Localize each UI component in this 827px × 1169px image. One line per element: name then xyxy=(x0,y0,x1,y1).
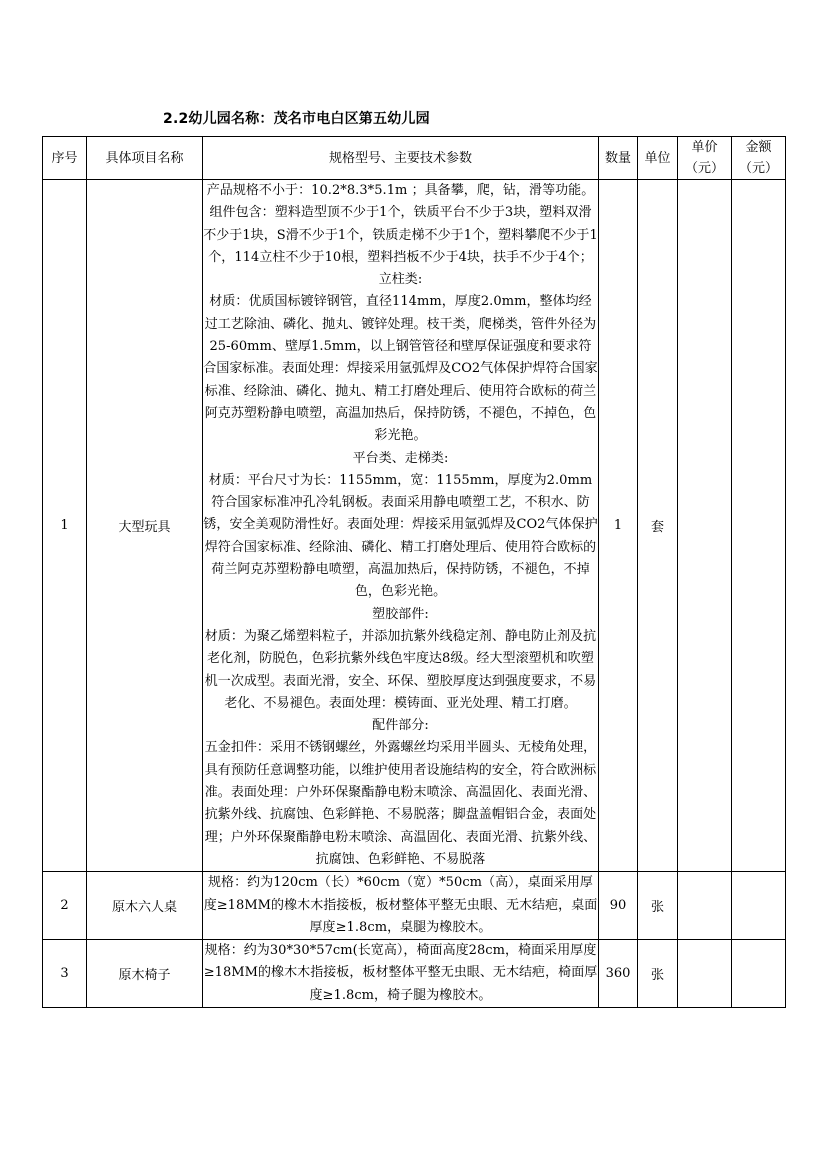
table-row xyxy=(43,872,786,940)
header-amount-line2: （元） xyxy=(738,161,778,176)
spec-paragraph: 规格：约为30*30*57cm(长宽高），椅面高度28cm，椅面采用厚度≥18MM的橡木木指接板，板材整体平整无虫眼、无木结疤，椅面厚度≥1.8cm，椅子腿为橡胶木。 xyxy=(203,943,598,1003)
row-spec xyxy=(203,940,599,1008)
header-item-name: 具体项目名称 xyxy=(87,137,203,180)
row-item-name: 原木六人桌 xyxy=(87,872,203,940)
spec-paragraph: 材质：优质国标镀锌钢管，直径114mm，厚度2.0mm，整体均经过工艺除油、磷化、抛丸、镀锌处理。枝干类，爬梯类，管件外径为25-60mm、壁厚1.5mm，以上钢管管径和壁厚保证强度和要求符合国家标准。表面处理：焊接采用氩弧焊及CO2气体保护焊符合国家标准、经除油、磷化、抛丸、精工打磨处理后、使用符合欧标的荷兰阿克苏塑粉静电喷塑，高温加热后，保持防锈，不褪色，不掉色，色彩光艳。 xyxy=(203,294,598,444)
row-unit-price xyxy=(678,940,732,1008)
row-index: 3 xyxy=(43,940,87,1008)
procurement-table xyxy=(42,136,786,1008)
spec-paragraph: 材质：为聚乙烯塑料粒子，并添加抗紫外线稳定剂、静电防止剂及抗老化剂，防脱色，色彩抗紫外线色牢度达8级。经大型滚塑机和吹塑机一次成型。表面光滑，安全、环保、塑胶厚度达到强度要求，不易老化、不易褪色。表面处理：模铸面、亚光处理、精工打磨。 xyxy=(204,628,597,711)
row-item-name: 大型玩具 xyxy=(87,180,203,872)
row-index: 2 xyxy=(43,872,87,940)
row-quantity: 90 xyxy=(599,872,638,940)
row-spec xyxy=(203,180,599,872)
spec-paragraph: 规格：约为120cm（长）*60cm（宽）*50cm（高），桌面采用厚度≥18MM的橡木木指接板，板材整体平整无虫眼、无木结疤，桌面厚度≥1.8cm，桌腿为橡胶木。 xyxy=(203,875,598,935)
row-quantity: 360 xyxy=(599,940,638,1008)
table-row xyxy=(43,940,786,1008)
row-amount xyxy=(732,940,786,1008)
header-unit-price-line1: 单价 xyxy=(691,140,718,155)
row-unit: 张 xyxy=(638,940,678,1008)
header-index: 序号 xyxy=(43,137,87,180)
row-unit: 套 xyxy=(638,180,678,872)
spec-paragraph: 塑胶部件: xyxy=(372,606,429,622)
row-unit-price xyxy=(678,180,732,872)
spec-paragraph: 五金扣件：采用不锈钢螺丝，外露螺丝均采用半圆头、无棱角处理，具有预防任意调整功能，以维护使用者设施结构的安全，符合欧洲标准。表面处理：户外环保聚酯静电粉末喷涂、高温固化、表面光滑、抗紫外线、抗腐蚀、色彩鲜艳、不易脱落；脚盘盖帽铝合金，表面处理；户外环保聚酯静电粉末喷涂、高温固化、表面光滑、抗紫外线、抗腐蚀、色彩鲜艳、不易脱落 xyxy=(204,740,597,867)
row-item-name: 原木椅子 xyxy=(87,940,203,1008)
page-title: 2.2幼儿园名称：茂名市电白区第五幼儿园 xyxy=(163,111,430,127)
header-spec: 规格型号、主要技术参数 xyxy=(203,137,599,180)
row-amount xyxy=(732,180,786,872)
row-spec xyxy=(203,872,599,940)
header-quantity: 数量 xyxy=(599,137,638,180)
row-quantity: 1 xyxy=(599,180,638,872)
row-index: 1 xyxy=(43,180,87,872)
spec-paragraph: 产品规格不小于：10.2*8.3*5.1m ；具备攀，爬，钻，滑等功能。组件包含：塑料造型顶不少于1个，铁质平台不少于3块，塑料双滑不少于1块，S滑不少于1个，铁质走梯不少于1个，塑料攀爬不少于1个，114立柱不少于10根，塑料挡板不少于4块，扶手不少于4个；立柱类: xyxy=(203,183,598,288)
table-row xyxy=(43,180,786,872)
header-unit-price xyxy=(678,137,732,180)
row-amount xyxy=(732,872,786,940)
header-unit: 单位 xyxy=(638,137,678,180)
table-header-row xyxy=(43,137,786,180)
header-unit-price-line2: （元） xyxy=(684,161,724,176)
spec-paragraph: 材质：平台尺寸为长：1155mm，宽：1155mm，厚度为2.0mm符合国家标准冲孔冷轧钢板。表面采用静电喷塑工艺，不积水、防锈，安全美观防滑性好。表面处理：焊接采用氩弧焊及CO2气体保护焊符合国家标准、经除油、磷化、精工打磨处理后、使用符合欧标的荷兰阿克苏塑粉静电喷塑，高温加热后，保持防锈，不褪色，不掉色，色彩光艳。 xyxy=(203,472,598,600)
row-unit: 张 xyxy=(638,872,678,940)
header-amount-line1: 金额 xyxy=(745,140,772,155)
spec-paragraph: 平台类、走梯类: xyxy=(352,450,449,466)
spec-paragraph: 配件部分: xyxy=(372,718,429,734)
row-unit-price xyxy=(678,872,732,940)
header-amount xyxy=(732,137,786,180)
